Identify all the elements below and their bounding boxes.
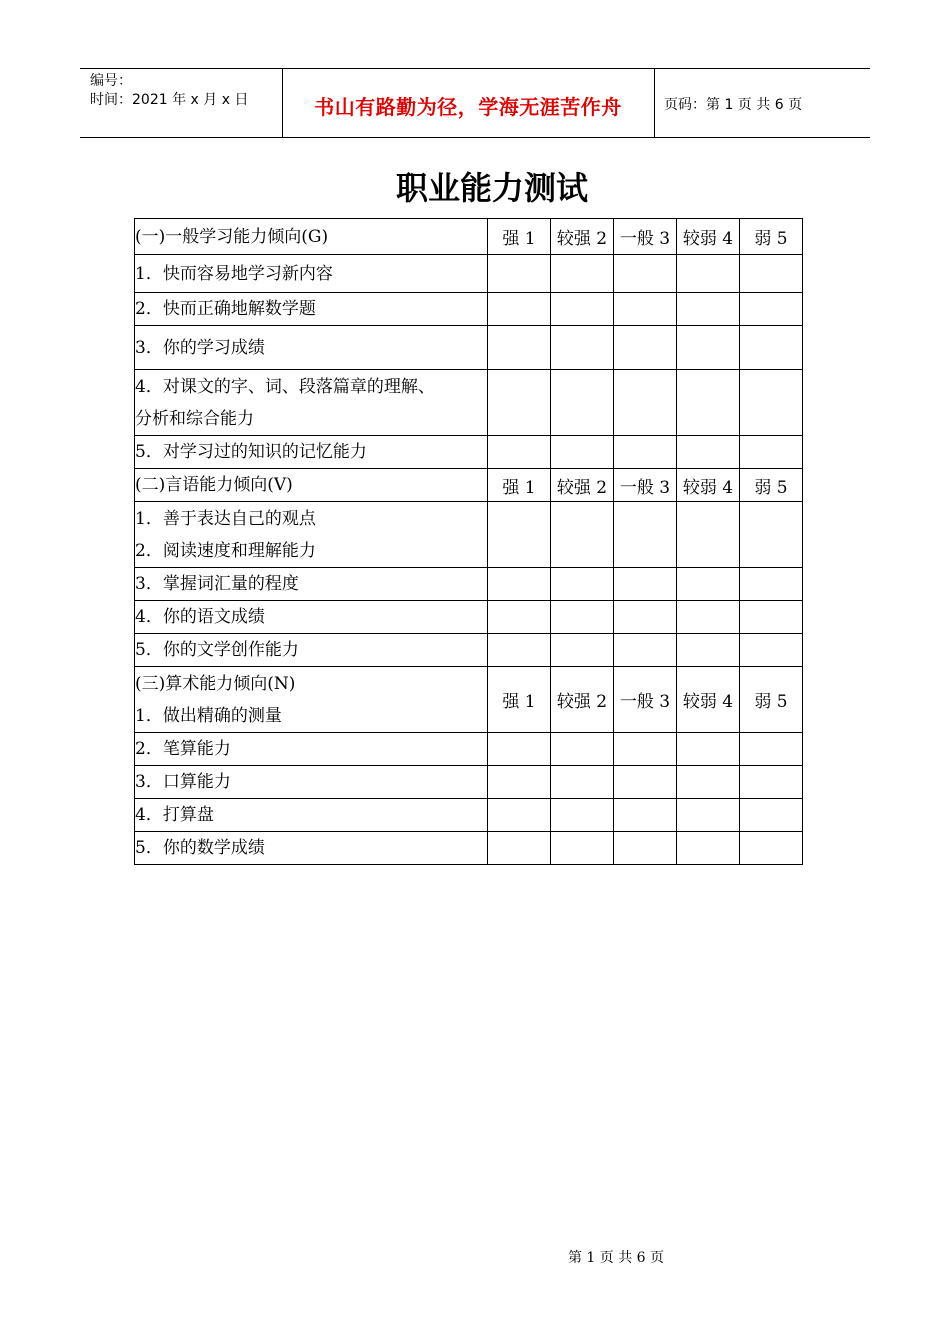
rating-label: 强 1 xyxy=(488,667,551,733)
rating-cell[interactable] xyxy=(740,370,803,436)
rating-cell[interactable] xyxy=(551,733,614,766)
item-label-line: 1．善于表达自己的观点 xyxy=(135,508,316,529)
rating-cell[interactable] xyxy=(614,436,677,469)
table-row xyxy=(135,370,803,436)
rating-cell[interactable] xyxy=(614,293,677,326)
rating-cell[interactable] xyxy=(488,326,551,370)
table-row xyxy=(135,832,803,865)
page-title: 职业能力测试 xyxy=(395,169,588,207)
rating-cell[interactable] xyxy=(614,601,677,634)
document-header xyxy=(80,68,870,138)
rating-cell[interactable] xyxy=(614,634,677,667)
ability-test-table xyxy=(134,218,803,865)
section-header-row xyxy=(135,219,803,255)
rating-cell[interactable] xyxy=(614,255,677,293)
rating-label: 一般 3 xyxy=(614,219,677,255)
rating-label: 强 1 xyxy=(488,219,551,255)
item-label: 4．打算盘 xyxy=(135,799,488,832)
page-footer: 第 1 页 共 6 页 xyxy=(567,1250,665,1266)
table-row xyxy=(135,255,803,293)
rating-cell[interactable] xyxy=(551,255,614,293)
rating-cell[interactable] xyxy=(488,601,551,634)
rating-label: 较弱 4 xyxy=(677,219,740,255)
rating-cell[interactable] xyxy=(740,766,803,799)
rating-cell[interactable] xyxy=(614,832,677,865)
rating-cell[interactable] xyxy=(551,568,614,601)
rating-cell[interactable] xyxy=(677,799,740,832)
rating-cell[interactable] xyxy=(740,601,803,634)
rating-cell[interactable] xyxy=(614,766,677,799)
rating-cell[interactable] xyxy=(740,832,803,865)
rating-cell[interactable] xyxy=(488,568,551,601)
rating-cell[interactable] xyxy=(614,568,677,601)
item-label-line: 2．阅读速度和理解能力 xyxy=(135,540,316,561)
item-label: 3．你的学习成绩 xyxy=(135,326,488,370)
rating-cell[interactable] xyxy=(614,502,677,568)
rating-label: 较弱 4 xyxy=(677,667,740,733)
rating-label: 一般 3 xyxy=(614,469,677,502)
rating-label: 弱 5 xyxy=(740,219,803,255)
rating-cell[interactable] xyxy=(551,832,614,865)
item-label: 5．你的数学成绩 xyxy=(135,832,488,865)
item-label: 2．快而正确地解数学题 xyxy=(135,293,488,326)
rating-cell[interactable] xyxy=(740,634,803,667)
table-row xyxy=(135,601,803,634)
rating-label: 弱 5 xyxy=(740,469,803,502)
item-label: 1．快而容易地学习新内容 xyxy=(135,255,488,293)
rating-cell[interactable] xyxy=(677,766,740,799)
item-label-line: 4．对课文的字、词、段落篇章的理解、 xyxy=(135,376,435,397)
item-label: 2．笔算能力 xyxy=(135,733,488,766)
rating-cell[interactable] xyxy=(488,766,551,799)
rating-cell[interactable] xyxy=(740,568,803,601)
table-row xyxy=(135,326,803,370)
rating-cell[interactable] xyxy=(740,502,803,568)
rating-cell[interactable] xyxy=(614,326,677,370)
rating-cell[interactable] xyxy=(677,370,740,436)
rating-cell[interactable] xyxy=(677,601,740,634)
rating-cell[interactable] xyxy=(551,601,614,634)
rating-cell[interactable] xyxy=(677,436,740,469)
rating-label: 较强 2 xyxy=(551,219,614,255)
table-row xyxy=(135,293,803,326)
rating-cell[interactable] xyxy=(551,293,614,326)
rating-cell[interactable] xyxy=(488,293,551,326)
section-heading: (二)言语能力倾向(V) xyxy=(135,469,488,502)
table-row xyxy=(135,502,803,568)
document-number: 编号： xyxy=(90,73,132,89)
rating-cell[interactable] xyxy=(551,766,614,799)
rating-cell[interactable] xyxy=(551,502,614,568)
page-info: 页码：第 1 页 共 6 页 xyxy=(664,97,803,113)
rating-cell[interactable] xyxy=(740,326,803,370)
rating-cell[interactable] xyxy=(551,326,614,370)
item-label: 5．对学习过的知识的记忆能力 xyxy=(135,436,488,469)
rating-cell[interactable] xyxy=(488,502,551,568)
item-label: 3．口算能力 xyxy=(135,766,488,799)
rating-cell[interactable] xyxy=(614,799,677,832)
rating-label: 较强 2 xyxy=(551,667,614,733)
rating-cell[interactable] xyxy=(740,255,803,293)
rating-cell[interactable] xyxy=(677,568,740,601)
rating-cell[interactable] xyxy=(677,293,740,326)
rating-cell[interactable] xyxy=(740,293,803,326)
header-motto-cell xyxy=(282,69,655,137)
motto: 书山有路勤为径，学海无涯苦作舟 xyxy=(314,95,622,119)
rating-cell[interactable] xyxy=(551,436,614,469)
item-label xyxy=(135,370,488,436)
rating-cell[interactable] xyxy=(740,436,803,469)
rating-label: 一般 3 xyxy=(614,667,677,733)
rating-cell[interactable] xyxy=(488,832,551,865)
table-row xyxy=(135,436,803,469)
rating-cell[interactable] xyxy=(488,634,551,667)
item-label xyxy=(135,502,488,568)
rating-cell[interactable] xyxy=(740,733,803,766)
item-label-line: 分析和综合能力 xyxy=(135,408,254,429)
rating-cell[interactable] xyxy=(677,634,740,667)
rating-label: 较强 2 xyxy=(551,469,614,502)
rating-cell[interactable] xyxy=(551,799,614,832)
rating-cell[interactable] xyxy=(488,436,551,469)
rating-cell[interactable] xyxy=(488,733,551,766)
table-row xyxy=(135,766,803,799)
rating-cell[interactable] xyxy=(488,799,551,832)
rating-cell[interactable] xyxy=(677,733,740,766)
rating-cell[interactable] xyxy=(614,370,677,436)
rating-cell[interactable] xyxy=(551,634,614,667)
table-row xyxy=(135,799,803,832)
rating-cell[interactable] xyxy=(677,832,740,865)
item-label-line: 1．做出精确的测量 xyxy=(135,705,282,726)
section-header-row xyxy=(135,469,803,502)
rating-cell[interactable] xyxy=(677,326,740,370)
rating-cell[interactable] xyxy=(614,733,677,766)
rating-label: 强 1 xyxy=(488,469,551,502)
table-row xyxy=(135,634,803,667)
item-label: 5．你的文学创作能力 xyxy=(135,634,488,667)
rating-label: 较弱 4 xyxy=(677,469,740,502)
rating-cell[interactable] xyxy=(677,255,740,293)
table-row xyxy=(135,568,803,601)
item-label xyxy=(135,667,488,733)
document-date: 时间：2021 年 x 月 x 日 xyxy=(90,92,249,108)
item-label: 4．你的语文成绩 xyxy=(135,601,488,634)
header-meta-cell xyxy=(80,69,283,137)
section-heading: (一)一般学习能力倾向(G) xyxy=(135,219,488,255)
header-page-cell xyxy=(654,69,870,137)
rating-cell[interactable] xyxy=(488,370,551,436)
rating-cell[interactable] xyxy=(488,255,551,293)
section-header-row xyxy=(135,667,803,733)
item-label: 3．掌握词汇量的程度 xyxy=(135,568,488,601)
table-row xyxy=(135,733,803,766)
rating-label: 弱 5 xyxy=(740,667,803,733)
rating-cell[interactable] xyxy=(740,799,803,832)
section-heading: (三)算术能力倾向(N) xyxy=(135,673,296,694)
rating-cell[interactable] xyxy=(677,502,740,568)
rating-cell[interactable] xyxy=(551,370,614,436)
